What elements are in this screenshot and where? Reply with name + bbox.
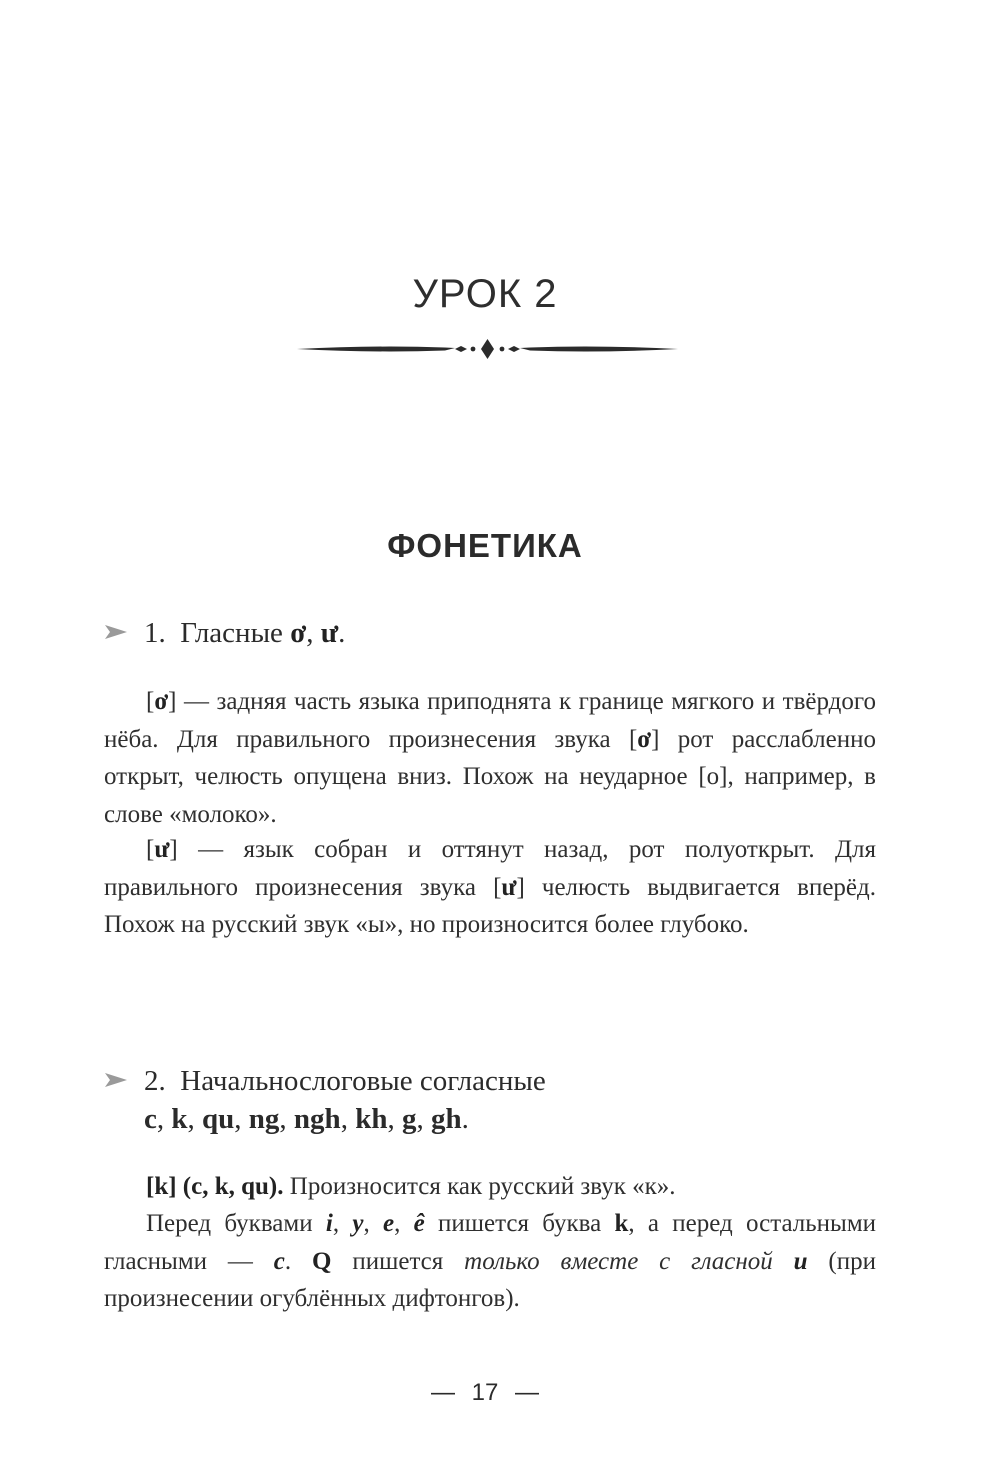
heading-consonants-text: [144, 1062, 546, 1100]
arrow-bullet-icon: [104, 624, 128, 640]
ornament-divider: [295, 336, 680, 362]
lesson-title: УРОК 2: [412, 272, 558, 316]
paragraph-vowel-u: [ư] — язык собран и оттянут назад, рот полуоткрыт. Для правильного произнесения звука [ư] челюсть выдвигается вперёд. Похож на русский звук «ы», но произносится более глубоко.: [104, 836, 876, 938]
heading-number: 2.: [144, 1065, 166, 1097]
vowel-letter: ư: [320, 617, 339, 649]
section-title: ФОНЕТИКА: [387, 527, 583, 564]
heading-number: 1.: [144, 617, 166, 649]
arrow-bullet-icon: [104, 1072, 128, 1088]
paragraph-k-sound: [k] (c, k, qu). Произносится как русский звук «к».: [146, 1173, 676, 1200]
heading-label: Гласные: [180, 617, 283, 649]
heading-vowels-text: 1. Гласные ơ, ư.: [144, 617, 346, 649]
vowel-letter: ơ: [290, 617, 307, 649]
paragraph-spelling-rule: Перед буквами i, y, e, ê пишется буква k, а перед остальными гласными — c. Q пишется только вместе с гласной u (при произнесении огублённых дифтонгов).: [104, 1210, 877, 1312]
heading-consonants: [104, 1062, 904, 1142]
page-number: — 17 —: [430, 1379, 540, 1406]
consonant-letters: c, k, qu, ng, ngh, kh, g, gh.: [144, 1103, 469, 1135]
paragraph-vowel-o: [ơ] — задняя часть языка приподнята к границе мягкого и твёрдого нёба. Для правильного произнесения звука [ơ] рот расслабленно открыт, челюсть опущена вниз. Похож на неударное [о], например, в слове «молоко».: [104, 688, 876, 828]
heading-label: Начальнослоговые согласные: [180, 1065, 546, 1097]
